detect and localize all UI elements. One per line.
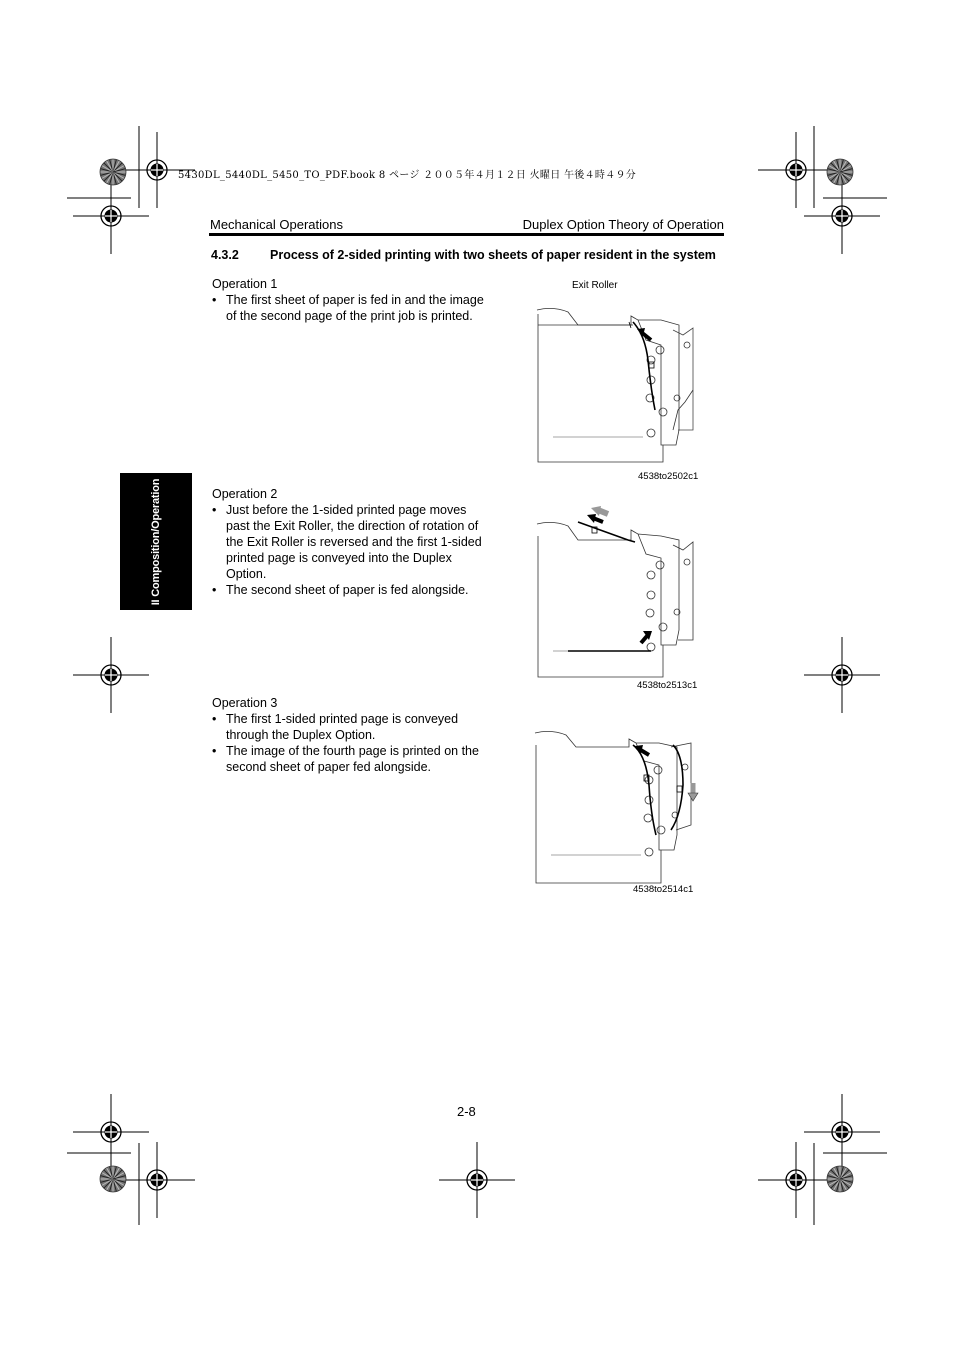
color-wheel-icon [827, 1166, 853, 1192]
registration-mark-icon [73, 637, 149, 713]
registration-mark-icon [758, 132, 834, 208]
operation-1 [211, 276, 491, 324]
figure-code: 4538to2513c1 [637, 680, 698, 691]
registration-mark-icon [804, 637, 880, 713]
page-number: 2-8 [457, 1104, 476, 1119]
operation-title: Operation 2 [212, 487, 278, 501]
registration-mark-icon [73, 178, 149, 254]
section-title: Process of 2-sided printing with two sheets of paper resident in the system [270, 248, 716, 262]
registration-mark-icon [73, 1094, 149, 1170]
bullet-item: • The image of the fourth page is printed on the second sheet of paper fed alongside. [211, 743, 491, 775]
bullet-item: • The second sheet of paper is fed alongside. [211, 582, 491, 598]
registration-mark-icon [804, 178, 880, 254]
registration-mark-icon [439, 1142, 515, 1218]
bullet-item: • Just before the 1-sided printed page moves past the Exit Roller, the direction of rotation of the Exit Roller is reversed and the first 1-sided printed page is conveyed into the Duplex Option. [211, 502, 491, 582]
side-tab-label: II Composition/Operation [150, 478, 162, 605]
operation-title: Operation 3 [212, 696, 278, 710]
operation-title: Operation 1 [212, 277, 278, 291]
bullet-item: • The first sheet of paper is fed in and the image of the second page of the print job is printed. [211, 292, 491, 324]
header-rule [209, 233, 724, 236]
header-left: Mechanical Operations [210, 217, 343, 232]
figure-operation-1 [533, 290, 703, 468]
side-tab [120, 473, 192, 610]
bullet-item: • The first 1-sided printed page is conveyed through the Duplex Option. [211, 711, 491, 743]
registration-mark-icon [804, 1094, 880, 1170]
operation-3 [211, 695, 491, 775]
figure-code: 4538to2514c1 [633, 884, 694, 895]
figure-operation-2 [533, 500, 703, 680]
registration-mark-icon [758, 1142, 834, 1218]
color-wheel-icon [827, 159, 853, 185]
color-wheel-icon [100, 159, 126, 185]
section-number: 4.3.2 [211, 248, 239, 262]
figure-code: 4538to2502c1 [638, 471, 699, 482]
color-wheel-icon [100, 1166, 126, 1192]
operation-2 [211, 486, 491, 598]
header-right: Duplex Option Theory of Operation [522, 217, 724, 232]
figure-operation-3 [531, 725, 701, 890]
exit-roller-label: Exit Roller [572, 280, 618, 291]
print-info-line: 5430DL_5440DL_5450_TO_PDF.book 8 ページ ２００５年４月１２日 火曜日 午後４時４９分 [178, 170, 637, 181]
